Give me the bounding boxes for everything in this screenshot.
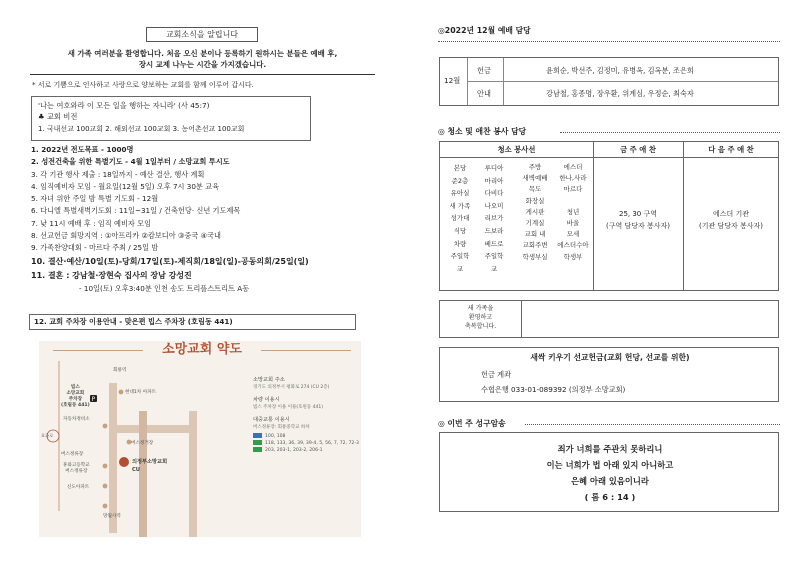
greeting: * 서로 기쁨으로 인사하고 사랑으로 양보하는 교회를 함께 이루어 갑시다. — [32, 81, 254, 89]
bus-stop-label: 버스정거장 — [131, 441, 154, 446]
dot-marker — [103, 464, 108, 469]
divider — [30, 74, 375, 75]
table-cell: 마르다 — [563, 185, 583, 194]
welcome-line-1: 새 가족 여러분을 환영합니다. 처음 오신 분이나 등록하기 원하시는 분들은 예배 후, — [67, 49, 338, 58]
table-cell: 베드로 — [484, 239, 504, 248]
table-cell: 에스더 — [563, 163, 583, 171]
welcome-line-2: 장시 교제 나누는 시간을 가지겠습니다. — [138, 60, 267, 69]
table-cell: 모세 — [566, 230, 580, 239]
table-cell: 주일학교 — [450, 252, 470, 273]
table-cell: 준2층 — [451, 176, 469, 185]
map-title: 소망교회 약도 — [162, 342, 242, 357]
table-cell: 루디아 — [484, 164, 504, 172]
table-cell: 화장실 — [525, 196, 545, 205]
col-area — [448, 162, 472, 275]
table-cell: 다비다 — [484, 189, 504, 198]
bus-heading: 대중교통 이용시 — [253, 417, 290, 423]
table-cell: 목도 — [528, 185, 542, 194]
announcement-list — [31, 144, 381, 295]
table-cell: 주일학교 — [484, 252, 504, 273]
worship-duty-table — [439, 57, 779, 106]
dot-marker — [103, 424, 108, 429]
table-cell: 나오미 — [484, 201, 504, 210]
table-cell: 주방 — [528, 163, 542, 171]
map-info — [253, 377, 358, 454]
table-cell: 리브가 — [484, 214, 504, 223]
mission-account-label: 헌금 계좌 — [481, 370, 512, 379]
announcement-item: 9. 가족찬양대회 - 마르다 주최 / 25일 밤 — [31, 243, 159, 253]
memory-line: 은혜 아래 있음이니라 — [571, 476, 649, 486]
parking-notice: 12. 교회 주차장 이용안내 - 맞은편 빕스 주차장 (호림동 441) — [29, 314, 356, 330]
memory-line: 죄가 너희를 주관치 못하리니 — [557, 444, 663, 454]
announcement-item: 11. 결혼 : 강남철·장현숙 집사의 장남 강성진 — [31, 270, 192, 280]
road-label: 호국로 — [41, 433, 54, 438]
announcement-item: 4. 임직예비자 모임 - 월요일(12월 5일) 오후 7시 30분 교육 — [31, 181, 220, 191]
table-cell: 성가대 — [450, 214, 470, 223]
mission-title: 새싹 키우기 선교헌금(교회 헌당, 선교를 위한) — [530, 353, 690, 362]
welcome-message — [30, 48, 375, 70]
guide-names: 강남철, 홍종명, 장우환, 위계심, 우정순, 최숙자 — [546, 89, 694, 98]
table-cell: 한나,사라 — [559, 174, 587, 183]
table-header: 청소 봉사선 — [440, 142, 593, 158]
table-cell: 새 가족 — [449, 201, 471, 210]
right-page — [400, 0, 800, 566]
announcement-item: 10. 결산·예산/10일(토)-당회/17일(토)-제직회/18일(일)-공동의회/25일(일) — [31, 256, 309, 266]
station-label: 망월사역 — [103, 514, 121, 519]
divider — [438, 41, 780, 42]
announcement-item: - 10일(토) 오후3:40분 인천 송도 트리플스트리트 A동 — [79, 283, 250, 293]
memory-heading: ◎ 이번 주 성구암송 — [438, 419, 506, 428]
road-main — [109, 383, 117, 533]
worship-heading: ◎2022년 12월 예배 담당 — [438, 26, 531, 35]
announcement-item: 7. 낮 11시 예배 후 : 임직 예비자 모임 — [31, 218, 152, 228]
address-text: 경기도 의정부시 평화로 274 (CU 2층) — [253, 385, 330, 390]
vips-label: 빕스 소망교회 주차장 (호림동 441) — [61, 385, 90, 408]
dot-marker — [103, 484, 108, 489]
verse-quote: '나는 여호와라 이 모든 일을 행하는 자니라' (사 45:7) — [38, 101, 210, 110]
table-cell: 학생부 — [563, 252, 583, 261]
announcement-item: 8. 선교헌금 회망지역 : ①아프리카 ②캄보디아 ③중국 ④국내 — [31, 231, 221, 241]
announcement-item: 1. 2022년 전도목표 - 1000명 — [31, 145, 134, 154]
church-label: 의정부소망교회 — [132, 459, 168, 465]
table-cell: 바울 — [566, 219, 580, 228]
table-cell: 학생부실 — [522, 252, 548, 261]
table-cell: 게시판 — [525, 207, 545, 216]
table-cell: 본당 — [453, 164, 467, 172]
map-drawing — [39, 341, 253, 537]
worship-month: 12월 — [444, 76, 461, 85]
bus-route: 203, 203-1, 203-2, 206-1 — [253, 447, 358, 454]
church-marker — [119, 457, 129, 467]
this-week-duty: 25, 30 구역 (구역 담당자 봉사자) — [605, 210, 670, 230]
dot-marker — [119, 390, 124, 395]
address-heading: 소망교회 주소 — [253, 377, 285, 383]
cleaning-heading: ◎ 청소 및 애찬 봉사 담당 — [438, 127, 527, 136]
service-table — [439, 141, 779, 291]
table-cell: 드보라 — [484, 226, 504, 235]
memory-verse-box — [439, 432, 779, 512]
verse-vision-box — [31, 96, 311, 141]
guide-label: 안내 — [477, 89, 491, 98]
bus-color-tag — [253, 440, 262, 445]
table-cell: 에스더수아 — [557, 241, 589, 250]
announcement-item: 5. 자녀 위한 주일 밤 특별 기도회 - 12월 — [31, 194, 159, 204]
next-week-duty: 에스더 기관 (기관 담당자 봉사자) — [698, 210, 763, 230]
table-cell — [557, 196, 589, 207]
col-group2 — [557, 162, 589, 263]
new-family-box — [439, 300, 779, 338]
announcement-item: 3. 각 기관 행사 제출 : 18일까지 - 예산 결산, 행사 계획 — [31, 169, 205, 179]
bus-route: 100, 108 — [253, 433, 358, 440]
table-cell: 교회주변 — [522, 241, 548, 250]
mission-account: 수협은행 033-01-089392 (의정부 소망교회) — [481, 385, 626, 394]
memory-line: ( 롬 6 : 14 ) — [584, 492, 636, 502]
divider — [560, 132, 780, 133]
offering-label: 헌금 — [477, 66, 491, 75]
offering-names: 윤희순, 박선주, 김정미, 유병옥, 김옥분, 조은희 — [546, 66, 694, 75]
vision-items: 1. 국내선교 100교회 2. 해외선교 100교회 3. 농어촌선교 100교회 — [38, 125, 245, 133]
road-third — [189, 411, 197, 537]
bus-color-tag — [253, 433, 262, 438]
table-header: 금 주 애 찬 — [593, 142, 683, 158]
bus-color-tag — [253, 447, 262, 452]
table-cell: 차량 — [453, 239, 467, 248]
vision-title: ♣ 교회 비전 — [38, 112, 78, 121]
notice-title: 교회소식을 알립니다 — [146, 27, 258, 42]
school-label: 휴와고등학교 버스정류장 — [63, 463, 90, 474]
car-text: 빕스 주차장 이용 이용(호원동 441) — [253, 405, 323, 410]
bus-stop-label: 버스정류장 — [61, 452, 84, 457]
table-cell: 청년 — [566, 207, 580, 216]
col-group — [482, 162, 506, 275]
road-second — [139, 411, 147, 537]
car-repair-label: 자동차정비소 — [63, 417, 90, 422]
parking-p: P — [91, 396, 96, 403]
table-cell: 기계실 — [525, 219, 545, 228]
bus-route: 118, 133, 36, 39, 39-4, 5, 56, 7, 72, 72-3 — [253, 440, 358, 447]
new-family-label: 새 가족을 환영하고 축복합니다. — [440, 301, 522, 337]
divider — [525, 424, 780, 425]
dot-marker — [103, 504, 108, 509]
announcement-item: 6. 다니엘 특별새벽기도회 : 11일~31일 / 건축헌당· 신년 기도제목 — [31, 206, 241, 216]
table-cell: 식당 — [453, 226, 467, 235]
table-header: 다 음 주 애 찬 — [683, 142, 779, 158]
cu-label: CU — [132, 467, 141, 473]
memory-line: 이는 너희가 법 아래 있지 아니하고 — [546, 460, 674, 470]
table-cell: 유아실 — [450, 189, 470, 198]
road-cross — [117, 425, 189, 433]
table-cell: 교회 내 — [524, 230, 546, 239]
apt2-label: 신도아파트 — [67, 485, 90, 490]
church-map — [39, 341, 361, 537]
mission-offering-box — [439, 347, 779, 402]
station-top-label: 회룡역 — [113, 368, 127, 373]
apt-label: 현대1차 아파트 — [125, 390, 157, 395]
bus-text: 버스정류장: 회룡중학교 하차 — [253, 425, 310, 430]
map-title-rule — [261, 350, 351, 351]
col-area2 — [520, 162, 550, 263]
table-cell: 새벽예배 — [522, 174, 548, 183]
announcement-item: 2. 성전건축을 위한 특별기도 - 4월 1일부터 / 소망교회 투시도 — [31, 157, 230, 167]
car-heading: 차량 이용시 — [253, 397, 280, 403]
table-cell: 마리아 — [484, 176, 504, 185]
